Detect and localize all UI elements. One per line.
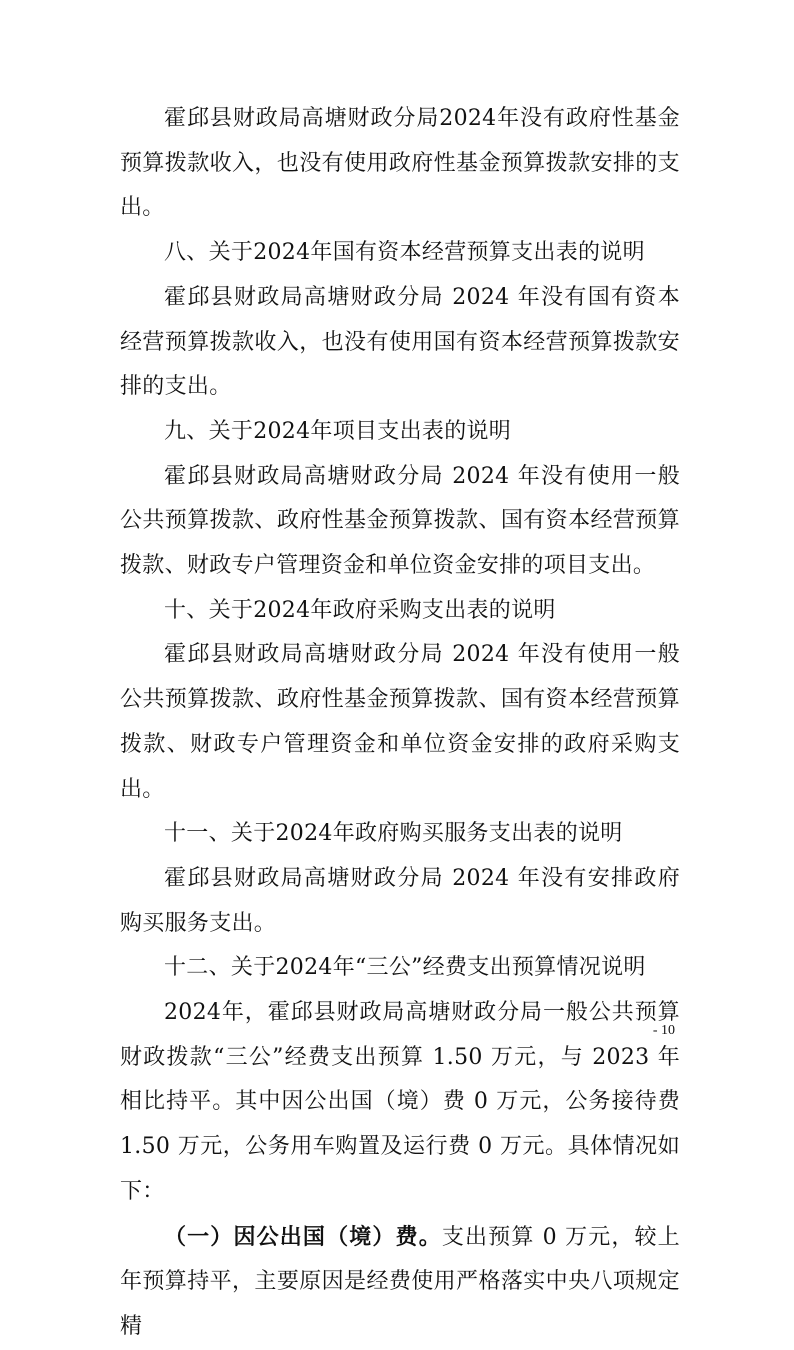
paragraph-overseas-travel bbox=[120, 1215, 680, 1350]
paragraph-procurement: 霍邱县财政局高塘财政分局 2024 年没有使用一般公共预算拨款、政府性基金预算拨款、国有资本经营预算拨款、财政专户管理资金和单位资金安排的政府采购支出。 bbox=[120, 642, 680, 802]
document-body bbox=[120, 97, 680, 1350]
heading-section-9: 九、关于2024年项目支出表的说明 bbox=[164, 418, 512, 444]
overseas-travel-lead: （一）因公出国（境）费。 bbox=[164, 1223, 442, 1250]
overseas-travel-text: 支出预算 0 万元，较上年预算持平，主要原因是经费使用严格落实中央八项规定精 bbox=[120, 1224, 680, 1339]
paragraph-project-expenditure: 霍邱县财政局高塘财政分局 2024 年没有使用一般公共预算拨款、政府性基金预算拨款、国有资本经营预算拨款、财政专户管理资金和单位资金安排的项目支出。 bbox=[120, 463, 680, 579]
heading-section-8: 八、关于2024年国有资本经营预算支出表的说明 bbox=[164, 240, 645, 266]
page-number: - 10 bbox=[652, 1023, 675, 1038]
paragraph-fund-budget: 霍邱县财政局高塘财政分局2024年没有政府性基金预算拨款收入，也没有使用政府性基金预算拨款安排的支出。 bbox=[120, 106, 680, 221]
paragraph-state-capital: 霍邱县财政局高塘财政分局 2024 年没有国有资本经营预算拨款收入，也没有使用国有资本经营预算拨款安排的支出。 bbox=[120, 284, 680, 400]
heading-section-11: 十一、关于2024年政府购买服务支出表的说明 bbox=[164, 821, 623, 847]
paragraph-three-public-expenses: 2024年，霍邱县财政局高塘财政分局一般公共预算财政拨款“三公”经费支出预算 1.50 万元，与 2023 年相比持平。其中因公出国（境）费 0 万元，公务接待费 1.50 万元，公务用车购置及运行费 0 万元。具体情况如下： bbox=[120, 1000, 680, 1204]
paragraph-service-purchase: 霍邱县财政局高塘财政分局 2024 年没有安排政府购买服务支出。 bbox=[120, 865, 680, 936]
heading-section-10: 十、关于2024年政府采购支出表的说明 bbox=[164, 597, 556, 623]
heading-section-12: 十二、关于2024年“三公”经费支出预算情况说明 bbox=[164, 955, 646, 981]
